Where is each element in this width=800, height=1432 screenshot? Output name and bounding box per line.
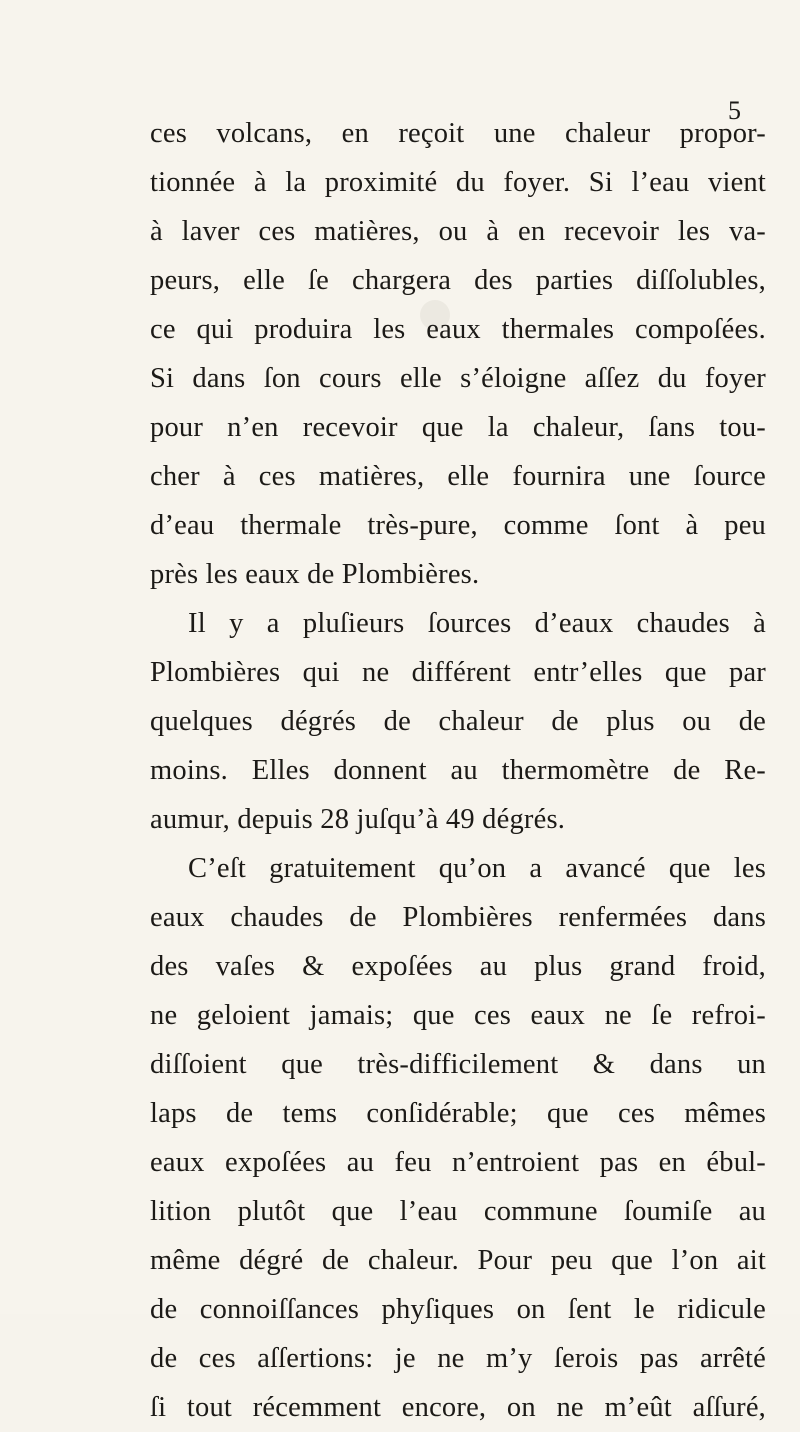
- text-line: de connoiſſances phyſiques on ſent le ridicule: [150, 1294, 766, 1325]
- text-line: tionnée à la proximité du foyer. Si l’eau vient: [150, 167, 766, 198]
- text-line: peurs, elle ſe chargera des parties diſſolubles,: [150, 265, 766, 296]
- text-line: à laver ces matières, ou à en recevoir les va-: [150, 216, 766, 247]
- text-line: cher à ces matières, elle fournira une ſource: [150, 461, 766, 492]
- text-line: des vaſes & expoſées au plus grand froid,: [150, 951, 766, 982]
- text-line: de ces aſſertions: je ne m’y ſerois pas arrêté: [150, 1343, 766, 1374]
- text-line: pour n’en recevoir que la chaleur, ſans tou-: [150, 412, 766, 443]
- text-line: quelques dégrés de chaleur de plus ou de: [150, 706, 766, 737]
- text-line: aumur, depuis 28 juſqu’à 49 dégrés.: [150, 804, 566, 835]
- text-line: eaux expoſées au feu n’entroient pas en ébul-: [150, 1147, 766, 1178]
- text-line: ces volcans, en reçoit une chaleur propor-: [150, 118, 766, 149]
- text-line: eaux chaudes de Plombières renfermées dans: [150, 902, 766, 933]
- text-line: diſſoient que très-difficilement & dans un: [150, 1049, 766, 1080]
- text-line: ce qui produira les eaux thermales compoſées.: [150, 314, 766, 345]
- text-line: ne geloient jamais; que ces eaux ne ſe refroi-: [150, 1000, 766, 1031]
- text-line: C’eſt gratuitement qu’on a avancé que les: [188, 853, 766, 884]
- page-number: 5: [728, 96, 741, 125]
- body-text: [150, 96, 790, 1432]
- text-line: laps de tems conſidérable; que ces mêmes: [150, 1098, 766, 1129]
- text-line: Plombières qui ne différent entr’elles que par: [150, 657, 766, 688]
- text-line: moins. Elles donnent au thermomètre de Re-: [150, 755, 766, 786]
- text-line: d’eau thermale très-pure, comme ſont à peu: [150, 510, 766, 541]
- text-line: Il y a pluſieurs ſources d’eaux chaudes à: [188, 608, 766, 639]
- text-line: même dégré de chaleur. Pour peu que l’on ait: [150, 1245, 766, 1276]
- text-line: près les eaux de Plombières.: [150, 559, 480, 590]
- text-line: lition plutôt que l’eau commune ſoumiſe au: [150, 1196, 766, 1227]
- text-line: ſi tout récemment encore, on ne m’eût aſſuré,: [150, 1392, 766, 1423]
- text-line: Si dans ſon cours elle s’éloigne aſſez du foyer: [150, 363, 766, 394]
